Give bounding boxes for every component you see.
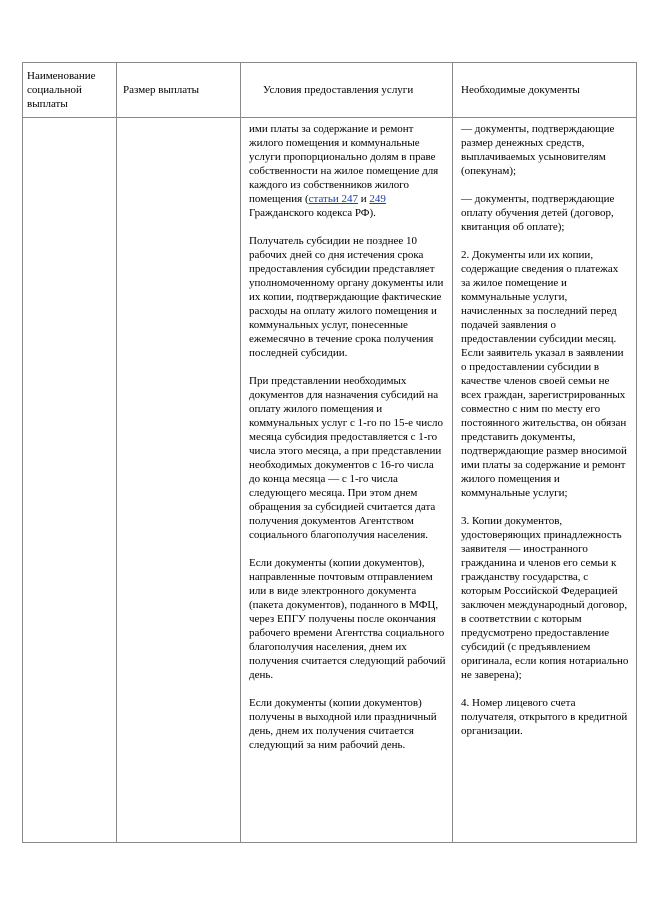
document-item-5: 4. Номер лицевого счета получателя, открытого в кредитной организации. [461, 697, 628, 737]
header-benefit-name: Наименование социальной выплаты [23, 63, 117, 118]
header-payment-amount: Размер выплаты [117, 63, 241, 118]
header-service-conditions: Условия предоставления услуги [241, 63, 453, 118]
cell-payment-amount [117, 118, 241, 843]
table-header-row [23, 63, 637, 118]
document-item-4: 3. Копии документов, удостоверяющих принадлежность заявителя — иностранного гражданина и членов его семьи к гражданству государства, с которым Российской Федерацией заключен международный договор, в соответствии с которым предусмотрено предоставление субсидий (с предъявлением оригинала, если копия нотариально не заверена); [461, 515, 629, 681]
condition-paragraph-1: ими платы за содержание и ремонт жилого помещения и коммунальные услуги пропорционально долям в праве собственности на жилое помещение для каждого из собственников жилого помещения (статьи 247 и 249 Гражданского кодекса РФ). [249, 123, 439, 219]
document-item-1: — документы, подтверждающие размер денежных средств, выплачиваемых усыновителям (опекунам); [461, 123, 615, 177]
table-row [23, 118, 637, 843]
cell-service-conditions [241, 118, 453, 843]
condition-paragraph-4: Если документы (копии документов), направленные почтовым отправлением или в виде электронного документа (пакета документов), поданного в МФЦ, через ЕПГУ получены после окончания рабочего времени Агентства социального благополучия населения, днем их получения считается следующий рабочий день. [249, 557, 446, 681]
condition-paragraph-2: Получатель субсидии не позднее 10 рабочих дней со дня истечения срока предоставления субсидии представляет уполномоченному органу документы или их копии, подтверждающие фактические расходы на оплату жилого помещения и коммунальных услуг, понесенные ежемесячно в течение срока получения последней субсидии. [249, 235, 444, 359]
cell-required-documents [453, 118, 637, 843]
document-item-3: 2. Документы или их копии, содержащие сведения о платежах за жилое помещение и коммунальные услуги, начисленных за последний перед подачей заявления о предоставлении субсидии месяц. Если заявитель указал в заявлении о предоставлении субсидии в качестве членов своей семьи не всех граждан, зарегистрированных совместно с ним по месту его постоянного жительства, он обязан представить документы, подтверждающие размер вносимой ими платы за содержание и ремонт жилого помещения и коммунальные услуги; [461, 249, 627, 499]
benefits-table [22, 62, 637, 843]
condition-paragraph-3: При представлении необходимых документов для назначения субсидий на оплату жилого помещения и коммунальных услуг с 1-го по 15-е число месяца субсидия предоставляется с 1-го числа этого месяца, а при представлении необходимых документов с 16-го числа до конца месяца — с 1-го числа следующего месяца. При этом днем обращения за субсидией считается дата получения документов Агентством социального благополучия населения. [249, 375, 444, 541]
link-article-249[interactable]: 249 [369, 193, 386, 205]
cell-benefit-name [23, 118, 117, 843]
condition-paragraph-5: Если документы (копии документов) получены в выходной или праздничный день, днем их получения считается следующий за ним рабочий день. [249, 697, 437, 751]
link-article-247[interactable]: статьи 247 [308, 193, 359, 205]
document-item-2: — документы, подтверждающие оплату обучения детей (договор, квитанция об оплате); [461, 193, 615, 233]
header-required-documents: Необходимые документы [453, 63, 637, 118]
